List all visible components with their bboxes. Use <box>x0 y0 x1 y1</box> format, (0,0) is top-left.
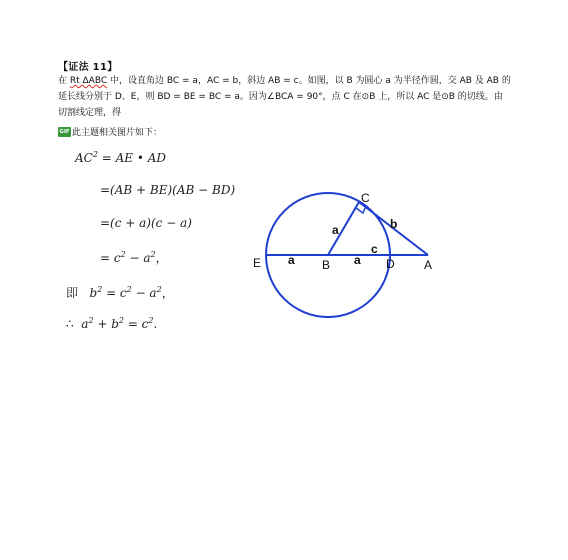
eq-exponent: 2 <box>97 285 103 294</box>
label-side-c: c <box>371 242 378 256</box>
eq-exponent: 2 <box>126 285 132 294</box>
label-side-b: b <box>390 217 398 231</box>
eq-term: b <box>89 286 98 300</box>
eq-exponent: 2 <box>92 150 98 159</box>
eq-punct: ， <box>161 286 174 300</box>
eq-exponent: 2 <box>120 250 126 259</box>
eq-term: − a <box>131 286 157 300</box>
proof-text-line-3: 切割线定理，得 <box>58 108 122 118</box>
equation-line-3: =(c + a)(c − a) <box>100 216 192 230</box>
image-caption <box>58 125 162 138</box>
equation-line-2: =(AB + BE)(AB − BD) <box>100 183 236 197</box>
eq-term: = AE • AD <box>97 151 167 165</box>
label-b: B <box>322 258 331 272</box>
label-side-a-right: a <box>354 253 361 267</box>
proof-heading: 【证法 11】 <box>58 62 118 73</box>
eq-exponent: 2 <box>88 316 94 325</box>
equation-line-6 <box>66 316 157 331</box>
label-e: E <box>253 256 262 270</box>
eq-term: a <box>81 317 89 331</box>
equation-line-5 <box>66 284 174 301</box>
eq-term: = c <box>100 251 121 265</box>
label-side-a-upper: a <box>332 223 339 237</box>
eq-punct: . <box>153 317 158 331</box>
equation-line-4 <box>100 249 168 266</box>
geometry-diagram <box>248 180 448 320</box>
eq-exponent: 2 <box>156 285 162 294</box>
caption-text: 此主题相关图片如下： <box>72 128 163 138</box>
eq-exponent: 2 <box>118 316 124 325</box>
eq-term: = c <box>124 317 149 331</box>
label-a: A <box>424 258 433 272</box>
eq-term: − a <box>125 251 151 265</box>
eq-exponent: 2 <box>150 250 156 259</box>
proof-text-line-2: 延长线分别于 D、E，则 BD = BE = BC = a。因为∠BCA = 90°，点 C 在⊙B 上，所以 AC 是⊙B 的切线。由 <box>58 92 503 102</box>
label-c: C <box>361 191 370 205</box>
eq-punct: ， <box>155 251 168 265</box>
eq-term: + b <box>93 317 119 331</box>
proof-text-line-1 <box>58 73 511 89</box>
text-fragment: 在 <box>58 76 70 86</box>
label-d: D <box>386 257 395 271</box>
text-fragment: 中，设直角边 BC = a，AC = b，斜边 AB = c。如图，以 B 为圆心 a 为半径作圆，交 AB 及 AB 的 <box>107 76 511 86</box>
eq-exponent: 2 <box>148 316 154 325</box>
therefore-symbol: ∴ <box>66 317 74 331</box>
equation-line-1 <box>75 150 166 165</box>
triangle-name-spellcheck: Rt ΔABC <box>69 76 108 86</box>
label-side-a-left: a <box>288 253 295 267</box>
eq-word: 即 <box>66 286 79 300</box>
eq-term: = c <box>102 286 127 300</box>
gif-icon[interactable]: GIF <box>59 128 70 135</box>
eq-term: AC <box>75 151 93 165</box>
